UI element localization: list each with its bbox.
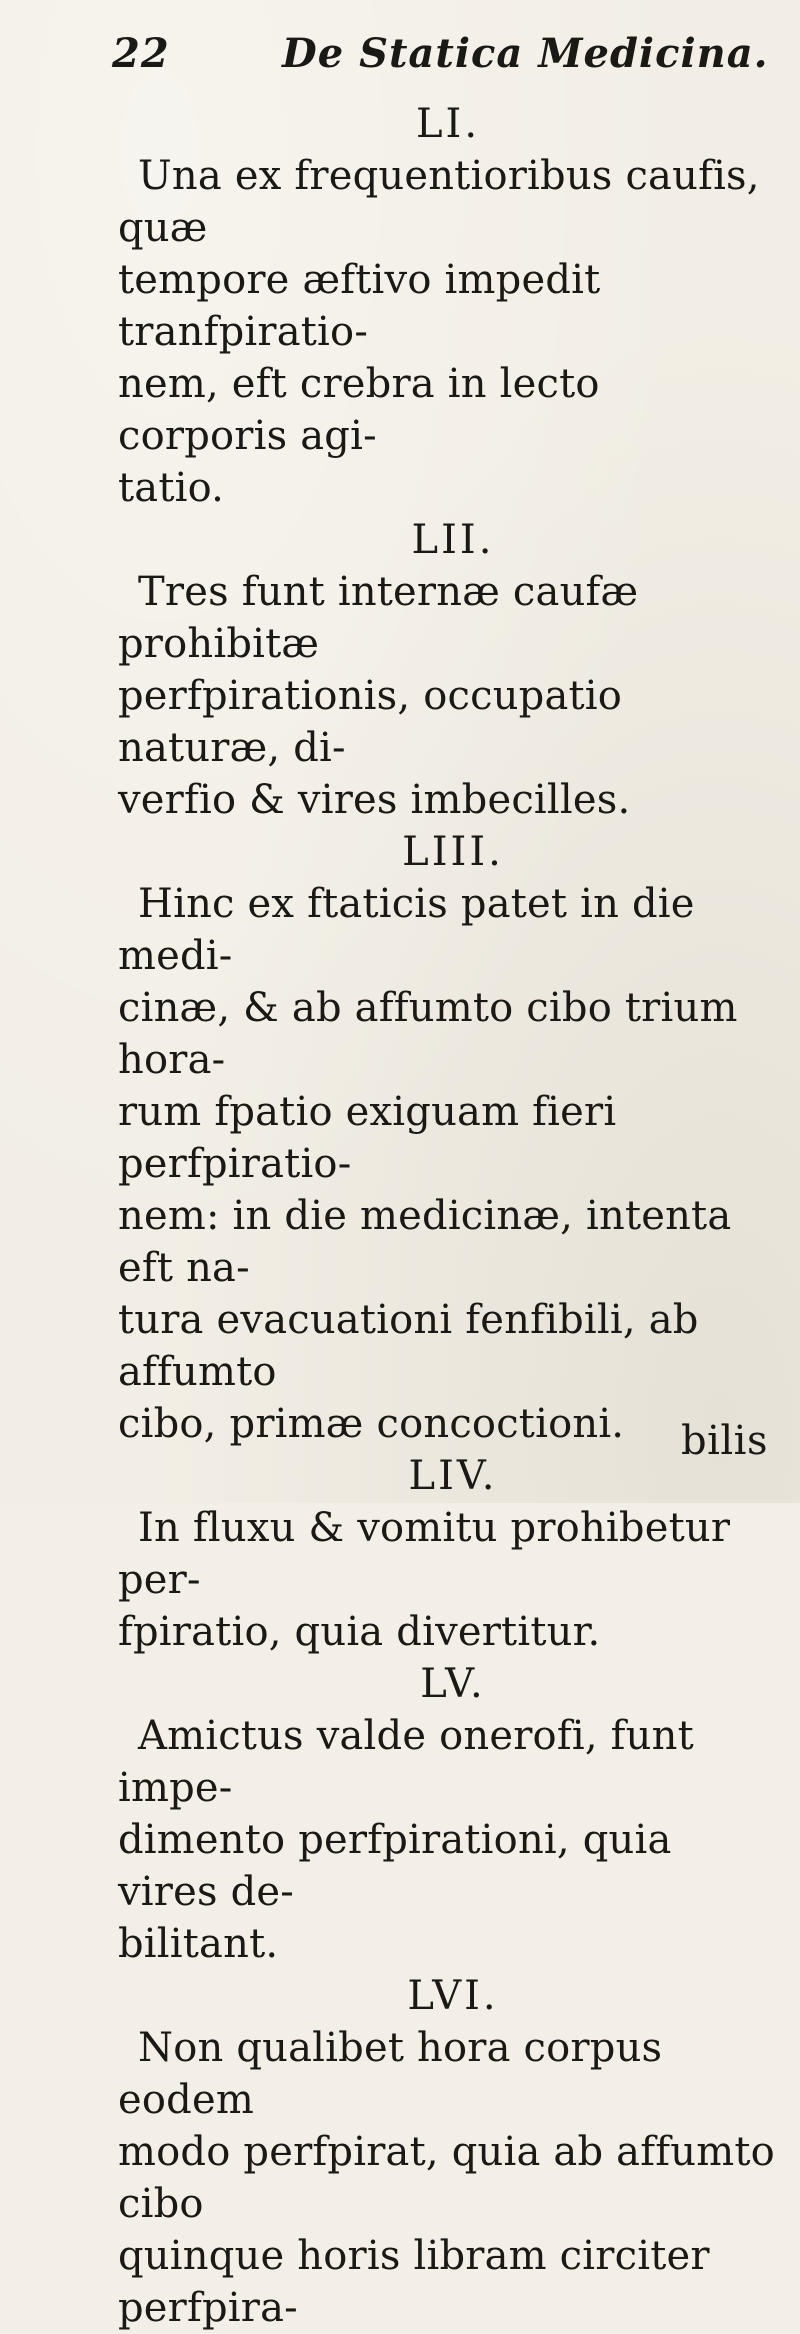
aphorism-53: [118, 826, 778, 1450]
catchword: bilis: [680, 1418, 768, 1464]
section-number: LIII.: [402, 829, 504, 875]
aphorism-51: [118, 98, 778, 514]
section-text: Hinc ex ftaticis patet in die medi- cinæ, & ab affumto cibo trium hora- rum fpatio exiguam fieri perfpiratio- nem: in die medicinæ, intenta eft na- tura evacuationi fenfibili, ab affumto cibo, primæ concoctioni.: [118, 881, 738, 1447]
aphorism-54: [118, 1450, 778, 1658]
page-header: [112, 30, 769, 90]
section-text: Tres funt internæ caufæ prohibitæ perfpirationis, occupatio naturæ, di- verfio & vires imbecilles.: [118, 569, 639, 823]
section-text: Amictus valde onerofi, funt impe- dimento perfpirationi, quia vires de- bilitant.: [118, 1713, 694, 1967]
page-number: 22: [112, 30, 170, 77]
section-number: LII.: [411, 517, 495, 563]
aphorism-56: [118, 1970, 778, 2334]
section-text: Una ex frequentioribus caufis, quæ tempore æftivo impedit tranfpiratio- nem, eft crebra in lecto corporis agi- tatio.: [118, 153, 760, 511]
section-number: LVI.: [407, 1973, 499, 2019]
section-number: LIV.: [408, 1453, 498, 1499]
page-body: [118, 98, 778, 2334]
section-text: Non qualibet hora corpus eodem modo perfpirat, quia ab affumto cibo quinque horis libram circiter perfpira-: [118, 2025, 775, 2331]
running-title: De Statica Medicina.: [282, 30, 769, 77]
section-text: In fluxu & vomitu prohibetur per- fpiratio, quia divertitur.: [118, 1505, 731, 1655]
section-number: LV.: [420, 1661, 486, 1707]
aphorism-55: [118, 1658, 778, 1970]
aphorism-52: [118, 514, 778, 826]
section-number: LI.: [415, 101, 481, 147]
